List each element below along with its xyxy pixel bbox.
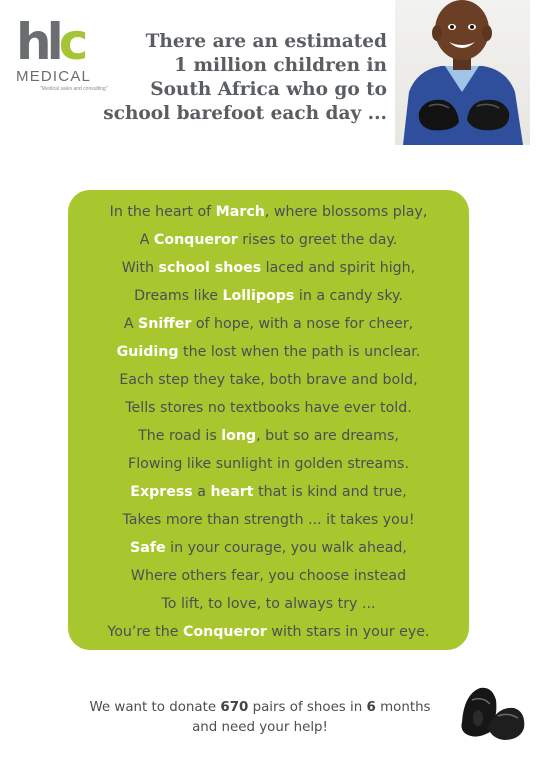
logo-tagline: "Medical sales and consulting" <box>40 86 108 92</box>
poem-line: A Conqueror rises to greet the day. <box>139 232 398 248</box>
poem-card <box>68 190 469 650</box>
pairs-count: 670 <box>220 700 249 715</box>
child-holding-school-shoes-photo <box>395 0 530 145</box>
poem-line: A Sniffer of hope, with a nose for cheer, <box>123 316 414 332</box>
donation-line-1: We want to donate 670 pairs of shoes in 6 months <box>89 700 431 715</box>
poem-line: Takes more than strength ... it takes you! <box>122 512 415 528</box>
school-shoes-icon <box>458 682 528 742</box>
poem-line: The road is long, but so are dreams, <box>138 428 399 444</box>
poem-line: In the heart of March, where blossoms play, <box>109 204 428 220</box>
poem-line: Tells stores no textbooks have ever told. <box>125 400 412 416</box>
child-photo-illustration <box>395 0 530 145</box>
headline-line: school barefoot each day ... <box>103 103 387 124</box>
logo-wordmark: MEDICAL <box>16 68 92 85</box>
poem-line: Each step they take, both brave and bold, <box>119 372 418 388</box>
poem-line: Express a heart that is kind and true, <box>130 484 407 500</box>
poem-line: Dreams like Lollipops in a candy sky. <box>134 288 403 304</box>
poem-line: Where others fear, you choose instead <box>130 568 407 584</box>
poem-line: With school shoes laced and spirit high, <box>121 260 416 276</box>
months-count: 6 <box>366 700 376 715</box>
poem-line: You’re the Conqueror with stars in your eye. <box>107 624 430 640</box>
headline <box>87 30 387 126</box>
headline-line: South Africa who go to <box>150 79 387 100</box>
poem-line: Flowing like sunlight in golden streams. <box>128 456 409 472</box>
poem-line: Guiding the lost when the path is unclear. <box>116 344 421 360</box>
headline-line: There are an estimated <box>145 31 387 52</box>
donation-call-to-action <box>60 698 460 738</box>
poem-line: Safe in your courage, you walk ahead, <box>130 540 407 556</box>
poem-line: To lift, to love, to always try ... <box>161 596 376 612</box>
headline-line: 1 million children in <box>174 55 387 76</box>
logo-mark: hlc <box>16 13 84 71</box>
poem <box>68 198 469 646</box>
donation-line-2: and need your help! <box>192 720 328 735</box>
